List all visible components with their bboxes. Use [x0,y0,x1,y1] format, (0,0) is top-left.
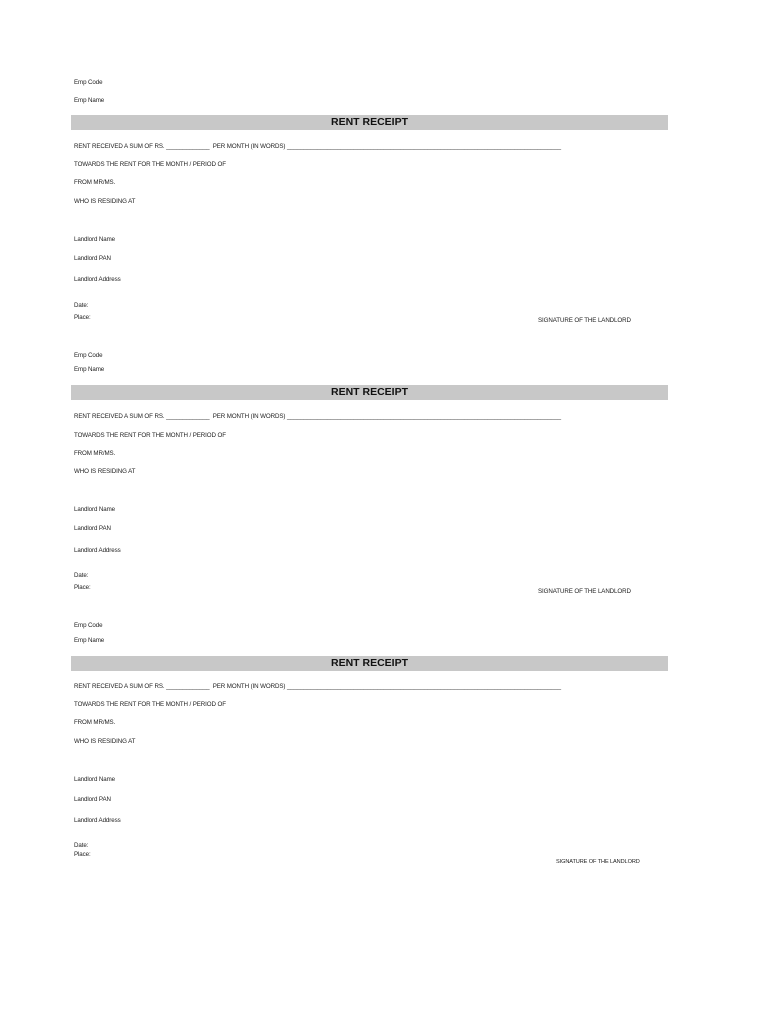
receipt-title: RENT RECEIPT [330,657,408,669]
amount-line: RENT RECEIVED A SUM OF RS. _____________ PER MONTH (IN WORDS) __________________________________________________________________________________ [74,683,561,690]
landlord-pan-label: Landlord PAN [74,255,111,262]
landlord-address-label: Landlord Address [74,547,121,554]
amount-line: RENT RECEIVED A SUM OF RS. _____________ PER MONTH (IN WORDS) __________________________________________________________________________________ [74,413,561,420]
residing-line: WHO IS RESIDING AT [74,468,136,475]
amount-line: RENT RECEIVED A SUM OF RS. _____________ PER MONTH (IN WORDS) __________________________________________________________________________________ [74,143,561,150]
landlord-pan-label: Landlord PAN [74,525,111,532]
signature-label: SIGNATURE OF THE LANDLORD [538,317,631,324]
towards-line: TOWARDS THE RENT FOR THE MONTH / PERIOD OF [74,701,226,708]
emp-code-label: Emp Code [74,79,103,86]
landlord-address-label: Landlord Address [74,817,121,824]
emp-code-label: Emp Code [74,352,103,359]
place-label: Place: [74,314,91,321]
receipt-title: RENT RECEIPT [330,116,408,128]
date-label: Date: [74,302,89,309]
date-label: Date: [74,842,89,849]
place-label: Place: [74,584,91,591]
emp-name-label: Emp Name [74,637,105,644]
from-line: FROM MR/MS. [74,719,116,726]
title-bar [71,656,668,671]
receipt-title: RENT RECEIPT [330,386,408,398]
emp-name-label: Emp Name [74,97,105,104]
date-label: Date: [74,572,89,579]
towards-line: TOWARDS THE RENT FOR THE MONTH / PERIOD OF [74,161,226,168]
landlord-address-label: Landlord Address [74,276,121,283]
signature-label: SIGNATURE OF THE LANDLORD [538,588,631,595]
landlord-name-label: Landlord Name [74,506,116,513]
towards-line: TOWARDS THE RENT FOR THE MONTH / PERIOD OF [74,432,226,439]
place-label: Place: [74,851,91,858]
landlord-name-label: Landlord Name [74,236,116,243]
residing-line: WHO IS RESIDING AT [74,198,136,205]
landlord-pan-label: Landlord PAN [74,796,111,803]
title-bar [71,385,668,400]
from-line: FROM MR/MS. [74,179,116,186]
signature-label: SIGNATURE OF THE LANDLORD [556,859,640,865]
residing-line: WHO IS RESIDING AT [74,738,136,745]
emp-name-label: Emp Name [74,366,105,373]
from-line: FROM MR/MS. [74,450,116,457]
landlord-name-label: Landlord Name [74,776,116,783]
emp-code-label: Emp Code [74,622,103,629]
